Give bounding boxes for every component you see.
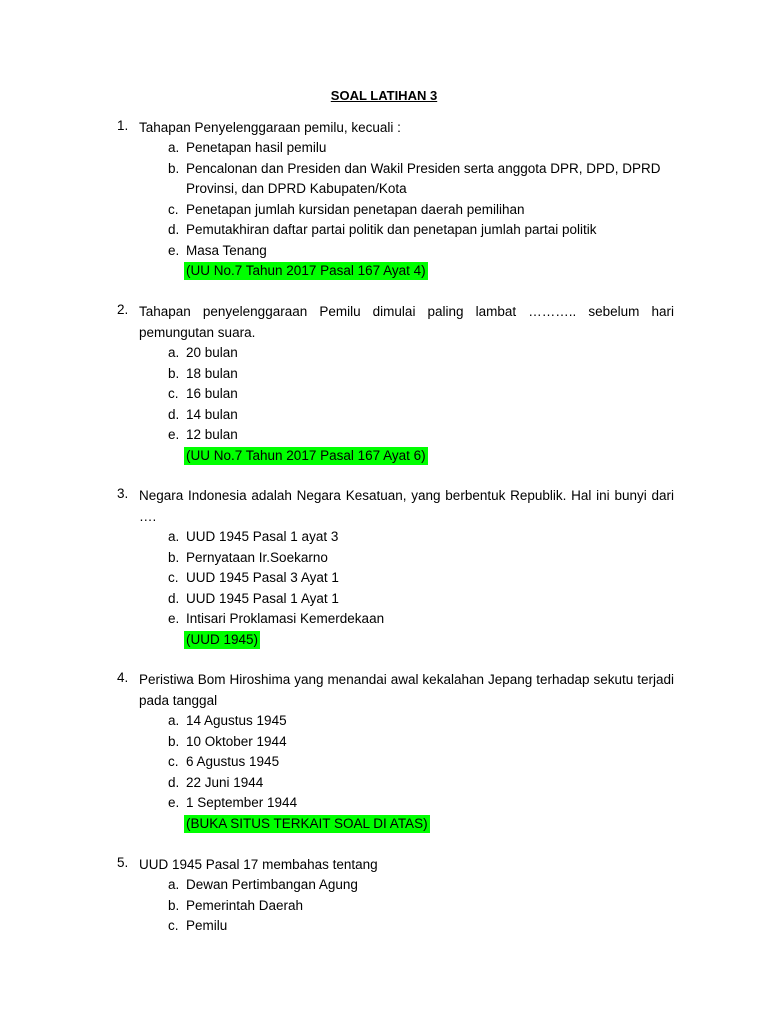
option-text: 14 bulan bbox=[186, 406, 238, 422]
question-text: Tahapan penyelenggaraan Pemilu dimulai paling lambat ……….. sebelum hari pemungutan suara. bbox=[139, 304, 674, 340]
question-number: 4. bbox=[117, 670, 129, 685]
document-title: SOAL LATIHAN 3 bbox=[330, 88, 438, 103]
question-4-options bbox=[0, 711, 768, 834]
question-5-options bbox=[0, 875, 768, 937]
option-e bbox=[0, 425, 768, 446]
answer-reference-line bbox=[0, 261, 768, 282]
answer-reference-line bbox=[0, 630, 768, 651]
option-text: Penetapan hasil pemilu bbox=[186, 140, 327, 155]
option-letter: e. bbox=[168, 427, 180, 442]
question-3-options bbox=[0, 527, 768, 650]
option-text: 20 bulan bbox=[186, 345, 238, 360]
question-number: 5. bbox=[117, 855, 129, 870]
option-d bbox=[0, 589, 768, 610]
option-letter: d. bbox=[168, 590, 180, 606]
option-b bbox=[0, 548, 768, 569]
answer-reference-line bbox=[0, 446, 768, 467]
option-a bbox=[0, 138, 768, 159]
option-c bbox=[0, 568, 768, 589]
option-letter: c. bbox=[168, 201, 179, 217]
question-number: 2. bbox=[117, 302, 129, 317]
option-letter: b. bbox=[168, 160, 180, 176]
option-d bbox=[0, 773, 768, 794]
option-letter: b. bbox=[168, 897, 180, 913]
option-b bbox=[0, 159, 768, 200]
question-text: Negara Indonesia adalah Negara Kesatuan, yang berbentuk Republik. Hal ini bunyi dari …. bbox=[139, 488, 674, 524]
option-e bbox=[0, 609, 768, 630]
option-text: 22 Juni 1944 bbox=[186, 774, 264, 790]
option-text: Pemutakhiran daftar partai politik dan penetapan jumlah partai politik bbox=[186, 222, 597, 237]
option-letter: e. bbox=[168, 611, 180, 626]
option-letter: c. bbox=[168, 570, 179, 585]
question-text: Peristiwa Bom Hiroshima yang menandai awal kekalahan Jepang terhadap sekutu terjadi pada tanggal bbox=[139, 672, 674, 708]
question-text: UUD 1945 Pasal 17 membahas tentang bbox=[139, 857, 378, 872]
option-letter: d. bbox=[168, 406, 180, 422]
answer-reference-highlight: (BUKA SITUS TERKAIT SOAL DI ATAS) bbox=[186, 815, 428, 831]
option-text: 6 Agustus 1945 bbox=[186, 754, 280, 769]
option-b bbox=[0, 732, 768, 753]
option-text: Pemilu bbox=[186, 918, 228, 933]
option-a bbox=[0, 343, 768, 364]
question-1-options bbox=[0, 138, 768, 282]
option-letter: b. bbox=[168, 549, 180, 565]
option-letter: c. bbox=[168, 918, 179, 933]
option-text: 18 bulan bbox=[186, 365, 238, 381]
option-text: Intisari Proklamasi Kemerdekaan bbox=[186, 611, 385, 626]
option-text: Pemerintah Daerah bbox=[186, 897, 304, 913]
option-text: Pernyataan Ir.Soekarno bbox=[186, 549, 328, 565]
option-b bbox=[0, 364, 768, 385]
option-letter: b. bbox=[168, 733, 180, 749]
option-c bbox=[0, 752, 768, 773]
option-text: UUD 1945 Pasal 1 ayat 3 bbox=[186, 529, 339, 544]
question-number: 3. bbox=[117, 486, 129, 501]
option-text: 12 bulan bbox=[186, 427, 238, 442]
option-e bbox=[0, 241, 768, 262]
option-letter: d. bbox=[168, 222, 180, 237]
option-letter: a. bbox=[168, 713, 180, 728]
option-letter: a. bbox=[168, 877, 180, 892]
option-letter: a. bbox=[168, 140, 180, 155]
option-letter: a. bbox=[168, 345, 180, 360]
option-letter: a. bbox=[168, 529, 180, 544]
option-text: Penetapan jumlah kursidan penetapan daerah pemilihan bbox=[186, 201, 525, 217]
option-letter: e. bbox=[168, 242, 180, 258]
option-text: 10 Oktober 1944 bbox=[186, 733, 287, 749]
option-d bbox=[0, 220, 768, 241]
option-text: Dewan Pertimbangan Agung bbox=[186, 877, 358, 892]
question-number: 1. bbox=[117, 118, 129, 133]
option-text: 1 September 1944 bbox=[186, 795, 298, 810]
option-a bbox=[0, 875, 768, 896]
option-a bbox=[0, 527, 768, 548]
answer-reference-highlight: (UU No.7 Tahun 2017 Pasal 167 Ayat 6) bbox=[186, 447, 426, 463]
option-letter: b. bbox=[168, 365, 180, 381]
option-text: 16 bulan bbox=[186, 386, 238, 401]
answer-reference-highlight: (UUD 1945) bbox=[186, 631, 259, 647]
answer-reference-line bbox=[0, 814, 768, 835]
option-letter: e. bbox=[168, 795, 180, 810]
option-a bbox=[0, 711, 768, 732]
option-e bbox=[0, 793, 768, 814]
option-b bbox=[0, 896, 768, 917]
option-c bbox=[0, 916, 768, 937]
option-letter: c. bbox=[168, 386, 179, 401]
answer-reference-highlight: (UU No.7 Tahun 2017 Pasal 167 Ayat 4) bbox=[186, 263, 426, 278]
question-2-options bbox=[0, 343, 768, 466]
option-d bbox=[0, 405, 768, 426]
option-text: UUD 1945 Pasal 1 Ayat 1 bbox=[186, 590, 339, 606]
option-text: Masa Tenang bbox=[186, 242, 267, 258]
option-text: UUD 1945 Pasal 3 Ayat 1 bbox=[186, 570, 339, 585]
option-letter: d. bbox=[168, 774, 180, 790]
option-letter: c. bbox=[168, 754, 179, 769]
option-c bbox=[0, 384, 768, 405]
option-text: Pencalonan dan Presiden dan Wakil Presiden serta anggota DPR, DPD, DPRD Provinsi, dan DPRD Kabupaten/Kota bbox=[186, 160, 661, 196]
question-text: Tahapan Penyelenggaraan pemilu, kecuali : bbox=[139, 120, 401, 135]
option-text: 14 Agustus 1945 bbox=[186, 713, 287, 728]
option-c bbox=[0, 200, 768, 221]
